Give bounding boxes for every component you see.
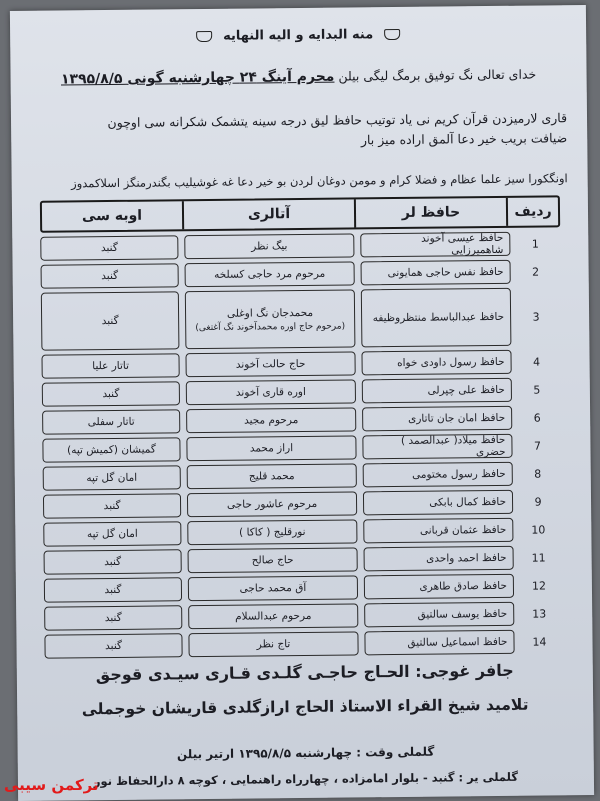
row-father: مرحوم مرد حاجی کسلخه [185, 261, 355, 287]
row-father: مرحوم عاشور حاجی [187, 491, 357, 517]
row-father: حاج صالح [188, 547, 358, 573]
table-row [44, 545, 564, 574]
address-line: گلملی یر : گنبد - بلوار امامزاده ، چهارراه راهنمایی ، کوچه ۸ دارالحفاظ نور [93, 769, 519, 789]
table-row [43, 489, 563, 518]
table-row [41, 349, 561, 378]
table-row [41, 287, 562, 350]
table-header [40, 195, 560, 232]
row-hafiz: حافظ میلاد( عبدالصمد ) حضری [362, 434, 512, 460]
table-row [44, 601, 564, 630]
row-hafiz: حافظ صادق طاهری [364, 574, 514, 600]
row-hafiz: حافظ نفس حاجی همایونی [361, 260, 511, 286]
row-village: تاتار سفلی [42, 409, 180, 434]
book-icon [196, 31, 212, 42]
header-father: آتالری [182, 199, 354, 229]
row-father: نورقلیج ( کاکا ) [187, 519, 357, 545]
row-hafiz: حافظ عبدالباسط منتظروظیفه [361, 288, 512, 348]
row-no: 3 [532, 310, 540, 324]
row-hafiz: حافظ عیسی آخوند شاهمیرزایی [360, 232, 510, 258]
row-village: گنبد [44, 605, 182, 630]
banner [10, 25, 586, 46]
row-father [185, 289, 356, 349]
row-hafiz: حافظ امان جان تاتاری [362, 406, 512, 432]
row-no: 12 [531, 578, 546, 593]
watermark: ترکمن سیبی [4, 776, 99, 794]
row-no: 1 [531, 237, 539, 251]
row-no: 2 [532, 265, 540, 279]
table-row [43, 461, 563, 490]
row-village: امان گل تپه [43, 521, 181, 546]
event-date: محرم آینگ ۲۴ چهارشنبه گونی ۱۳۹۵/۸/۵ [60, 68, 335, 88]
header-hafiz: حافظ لر [354, 198, 506, 228]
row-hafiz: حافظ علی چپرلی [362, 378, 512, 404]
row-father: مرحوم عبدالسلام [188, 603, 358, 629]
row-village: گنبد [41, 263, 179, 288]
row-village: گمیشان (کمیش تپه) [42, 437, 180, 462]
row-village: امان گل تپه [43, 465, 181, 490]
intro-line-4: اونگکورا سیز علما عظام و فضلا کرام و مومن دوغان لردن بو خیر دعا غه غوشیلیب بگندرمنگز اسلاکمدوز [71, 171, 568, 191]
time-line: گلملی وقت : چهارشنبه ۱۳۹۵/۸/۵ ارتیر بیلن [176, 744, 435, 762]
row-father-note: (مرحوم حاج اوره محمدآخوند نگ آغتغی) [195, 321, 346, 333]
row-father-name: محمدجان نگ اوغلی [226, 306, 314, 320]
row-father: اراز محمد [186, 435, 356, 461]
row-hafiz: حافظ رسول داودی خواه [361, 350, 511, 376]
table-row [41, 259, 561, 288]
row-hafiz: حافظ یوسف سالتیق [364, 602, 514, 628]
row-village: گنبد [43, 493, 181, 518]
row-village: تاتار علیا [41, 353, 179, 378]
book-icon [384, 29, 400, 40]
row-village: گنبد [40, 235, 178, 260]
row-father: تاج نظر [188, 631, 358, 657]
hafiz-table [40, 195, 565, 658]
row-village: گنبد [44, 633, 182, 658]
row-no: 9 [534, 494, 542, 509]
row-hafiz: حافظ رسول مختومی [363, 462, 513, 488]
row-no: 6 [533, 411, 541, 425]
row-no: 11 [531, 550, 546, 565]
intro-line-1-text: خدای تعالی نگ توفیق برمگ لیگی بیلن [338, 66, 537, 84]
row-no: 5 [533, 383, 541, 397]
table-row [44, 573, 564, 602]
flyer-paper [10, 5, 594, 801]
row-father: اوره قاری آخوند [186, 379, 356, 405]
header-no: ردیف [506, 197, 558, 226]
row-father: آق محمد حاجی [188, 575, 358, 601]
table-row [40, 231, 560, 260]
table-row [43, 517, 563, 546]
row-father: مرحوم مجید [186, 407, 356, 433]
row-no: 7 [533, 439, 542, 453]
host-line: جافر غوجی: الحـاج حاجـی گلـدی قـاری سیـدی قوجق [95, 660, 514, 685]
row-village: گنبد [41, 291, 180, 350]
table-row [44, 629, 564, 658]
row-father: بیگ نظر [184, 233, 354, 259]
row-father: محمد قلیج [187, 463, 357, 489]
intro-line-2: قاری لارمیزدن قرآن کریم نی یاد توتیب حافظ لیق درجه سینه یتشمک شکرانه سی اوچون [107, 110, 568, 131]
row-hafiz: حافظ عثمان قربانی [363, 518, 513, 544]
row-no: 4 [533, 355, 541, 369]
table-row [42, 433, 562, 462]
row-no: 10 [531, 522, 546, 537]
row-hafiz: حافظ احمد واحدی [364, 546, 514, 572]
row-no: 14 [532, 634, 547, 649]
row-village: گنبد [44, 577, 182, 602]
row-hafiz: حافظ اسماعیل سالتیق [364, 630, 514, 656]
row-no: 13 [532, 606, 547, 621]
header-village: اوبه سی [81, 207, 143, 225]
row-no: 8 [534, 466, 542, 481]
intro-line-1 [31, 65, 567, 89]
teacher-line: تلامید شیخ القراء الاستاذ الحاج ارازگلدی قاریشان خوجملی [81, 695, 529, 719]
table-row [42, 405, 562, 434]
row-father: حاج حالت آخوند [185, 351, 355, 377]
table-row [42, 377, 562, 406]
row-village: گنبد [42, 381, 180, 406]
row-hafiz: حافظ کمال بابکی [363, 490, 513, 516]
row-village: گنبد [44, 549, 182, 574]
intro-line-3: ضیافت بریب خیر دعا آلمق اراده میز بار [360, 130, 568, 148]
banner-text: منه البدایه و الیه النهایه [222, 27, 374, 44]
